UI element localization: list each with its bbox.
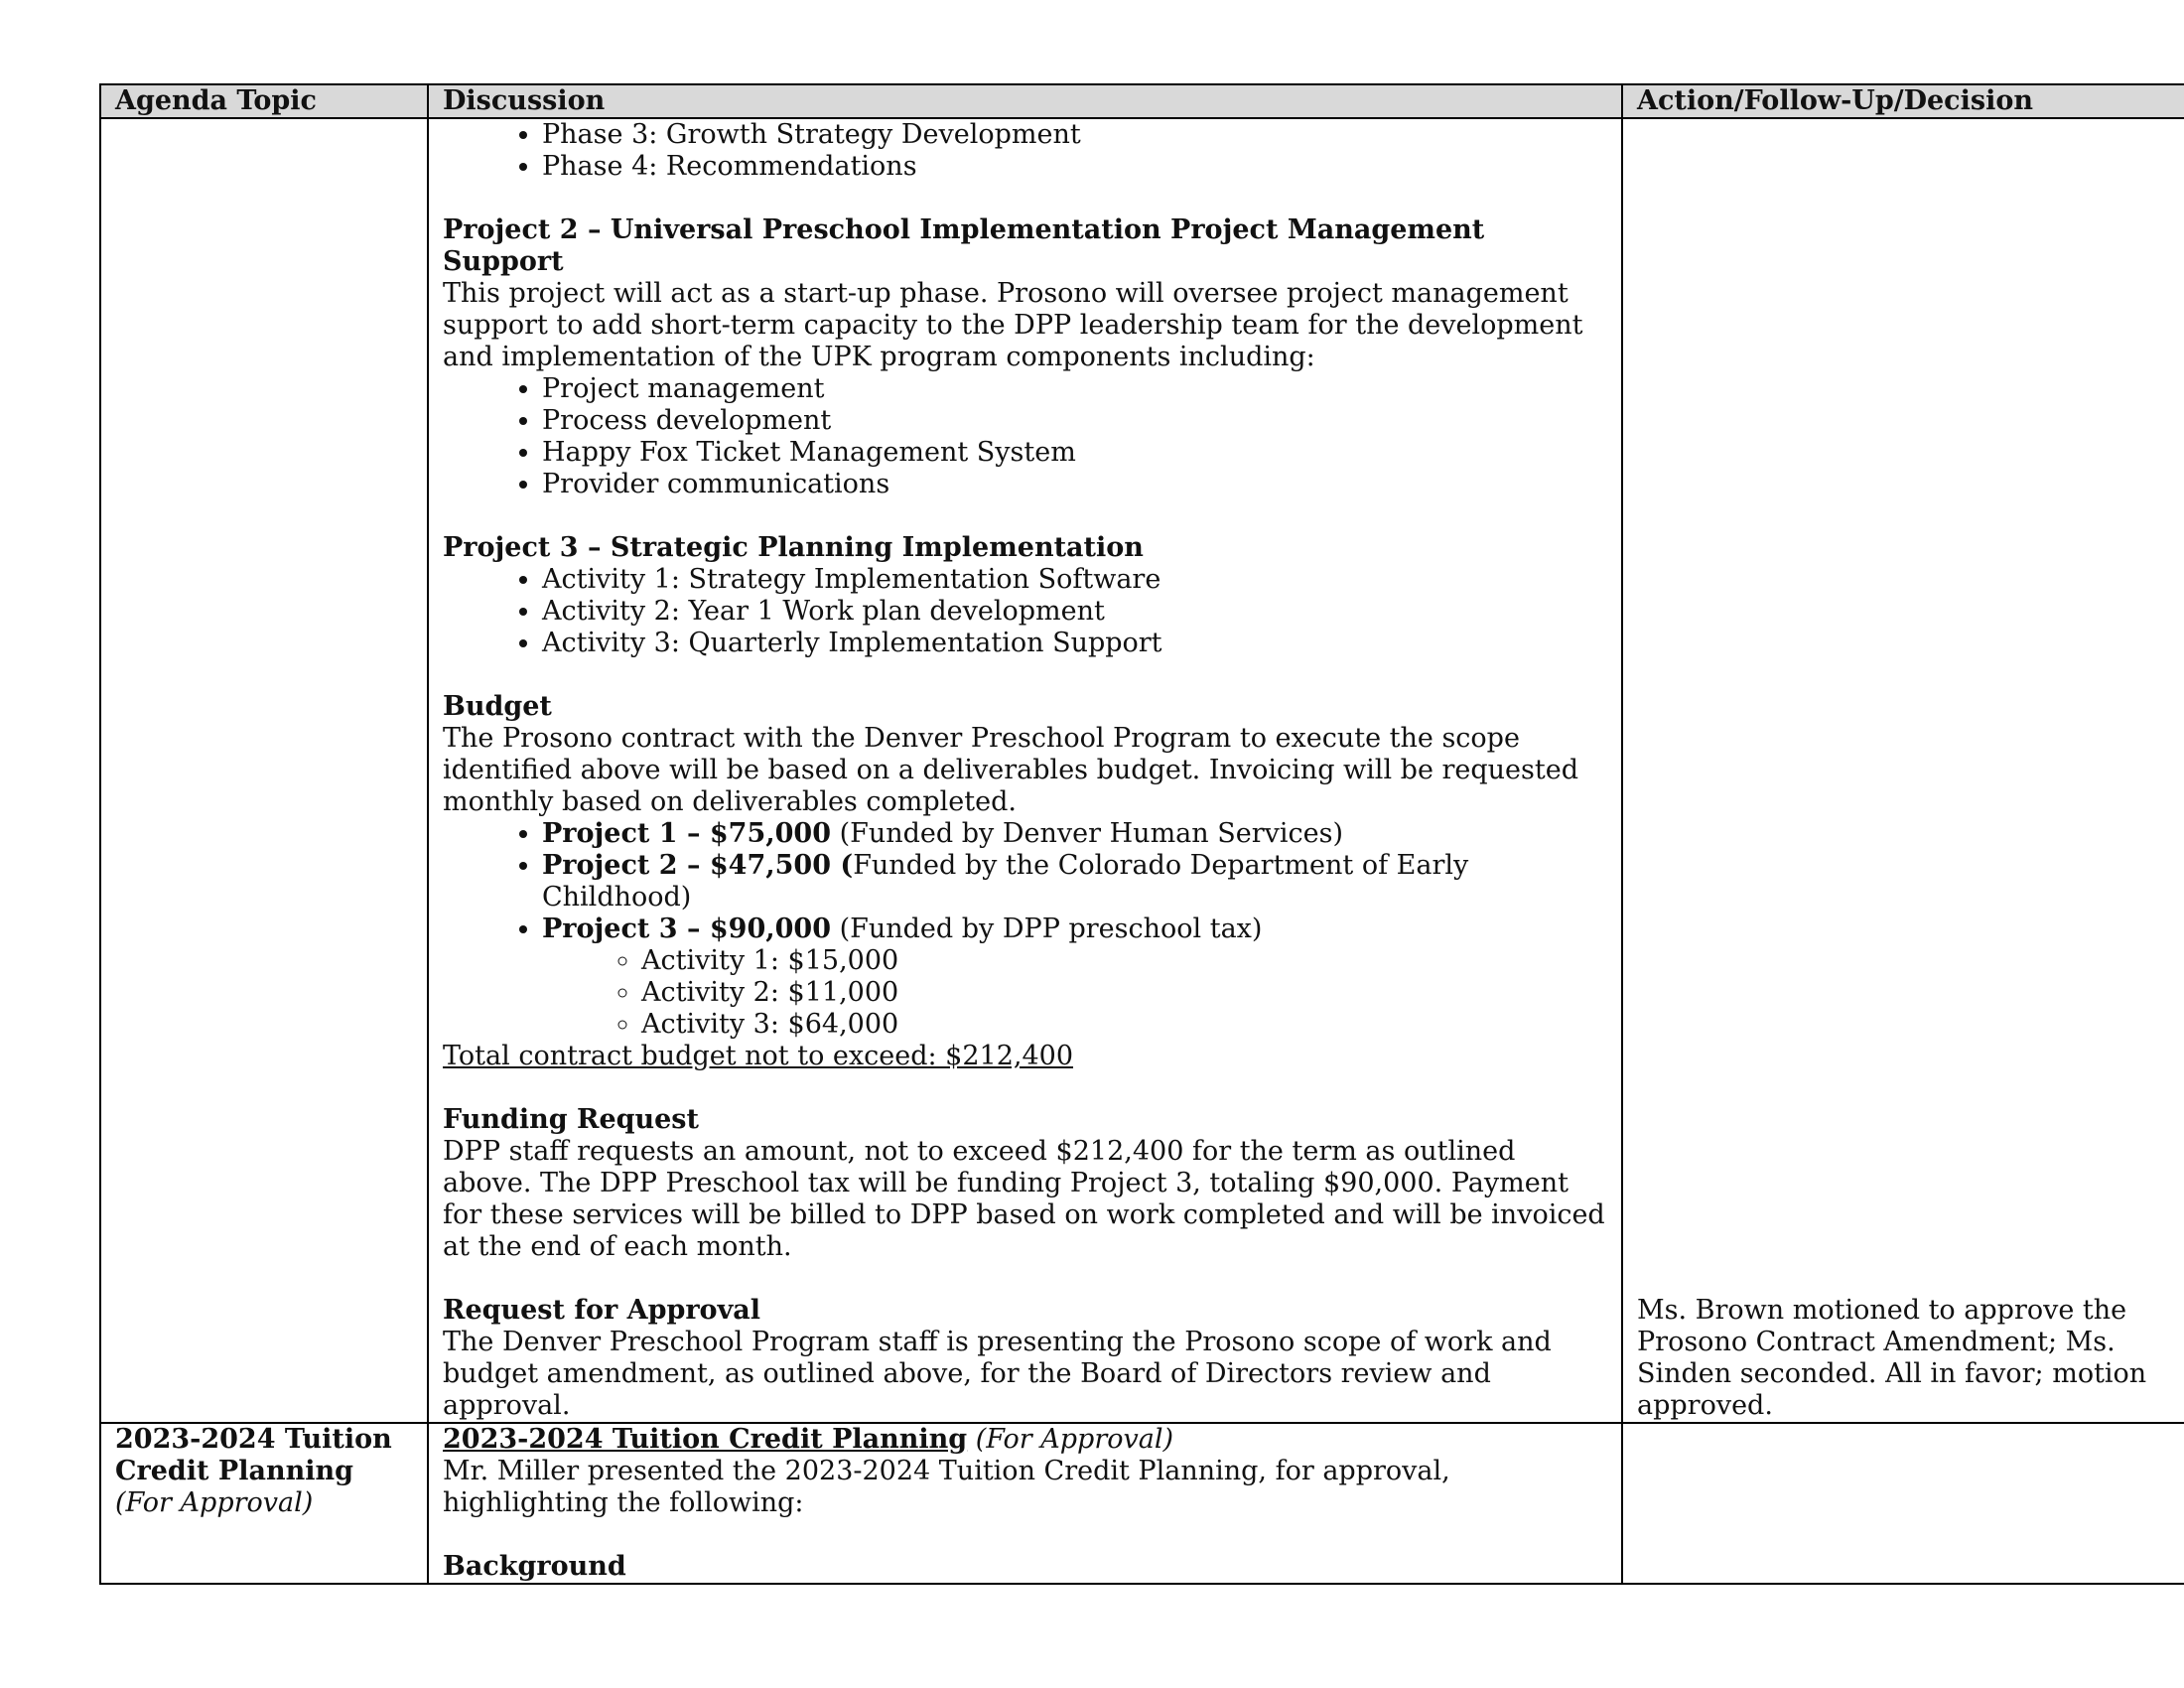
project3-list bbox=[443, 564, 1607, 659]
budget-item-amount: Project 3 – $90,000 bbox=[542, 914, 832, 944]
header-discussion: Discussion bbox=[428, 84, 1622, 118]
funding-heading: Funding Request bbox=[443, 1104, 699, 1135]
project3-heading: Project 3 – Strategic Planning Implementation bbox=[443, 532, 1144, 563]
budget-list bbox=[443, 818, 1607, 1041]
topic-title: 2023-2024 Tuition Credit Planning bbox=[115, 1424, 392, 1486]
meeting-minutes-table bbox=[99, 83, 2184, 1585]
section-heading-line bbox=[443, 1424, 1607, 1456]
background-heading: Background bbox=[443, 1551, 626, 1582]
activity-budget-list bbox=[542, 945, 1607, 1041]
project2-list bbox=[443, 373, 1607, 500]
header-agenda-topic: Agenda Topic bbox=[100, 84, 428, 118]
list-item: • Phase 3: Growth Strategy Development bbox=[542, 119, 1607, 151]
project2-heading: Project 2 – Universal Preschool Implementation Project Management Support bbox=[443, 214, 1485, 277]
agenda-topic-cell bbox=[100, 1423, 428, 1584]
list-item: • Activity 1: Strategy Implementation Software bbox=[542, 564, 1607, 596]
table-header-row bbox=[100, 84, 2184, 118]
list-item: • Phase 4: Recommendations bbox=[542, 151, 1607, 183]
section-heading: 2023-2024 Tuition Credit Planning bbox=[443, 1424, 968, 1455]
discussion-cell bbox=[428, 118, 1622, 1423]
list-item: • Project management bbox=[542, 373, 1607, 405]
header-action: Action/Follow-Up/Decision bbox=[1622, 84, 2184, 118]
budget-item bbox=[542, 914, 1607, 1041]
topic-status: (For Approval) bbox=[115, 1487, 314, 1518]
budget-item bbox=[542, 850, 1607, 914]
list-item: • Activity 3: Quarterly Implementation Support bbox=[542, 628, 1607, 659]
section-body: Mr. Miller presented the 2023-2024 Tuition Credit Planning, for approval, highlighting the following: bbox=[443, 1456, 1450, 1518]
approval-body: The Denver Preschool Program staff is presenting the Prosono scope of work and budget amendment, as outlined above, for the Board of Directors review and approval. bbox=[443, 1327, 1552, 1421]
project2-body: This project will act as a start-up phase. Prosono will oversee project management support to add short-term capacity to the DPP leadership team for the development and implementation of the UPK program components including: bbox=[443, 278, 1583, 372]
list-item: • Process development bbox=[542, 405, 1607, 437]
agenda-topic-cell bbox=[100, 118, 428, 1423]
budget-item-source: Funded by the Colorado Department of Early Childhood) bbox=[542, 850, 1469, 913]
table-row bbox=[100, 1423, 2184, 1584]
budget-item-source: (Funded by DPP preschool tax) bbox=[831, 914, 1263, 944]
budget-total: Total contract budget not to exceed: $212,400 bbox=[443, 1041, 1074, 1071]
budget-item-source: (Funded by Denver Human Services) bbox=[831, 818, 1343, 849]
list-item: • Provider communications bbox=[542, 469, 1607, 500]
list-item: ◦ Activity 3: $64,000 bbox=[641, 1009, 1607, 1041]
approval-heading: Request for Approval bbox=[443, 1295, 761, 1326]
budget-item-amount: Project 1 – $75,000 bbox=[542, 818, 832, 849]
action-cell bbox=[1622, 1423, 2184, 1584]
list-item: ◦ Activity 1: $15,000 bbox=[641, 945, 1607, 977]
motion-text: Ms. Brown motioned to approve the Prosono Contract Amendment; Ms. Sinden seconded. All in favor; motion approved. bbox=[1637, 1295, 2147, 1421]
funding-body: DPP staff requests an amount, not to exceed $212,400 for the term as outlined above. The DPP Preschool tax will be funding Project 3, totaling $90,000. Payment for these services will be billed to DPP based on work completed and will be invoiced at the end of each month. bbox=[443, 1136, 1605, 1262]
action-cell bbox=[1622, 118, 2184, 1423]
budget-item bbox=[542, 818, 1607, 850]
table-row bbox=[100, 118, 2184, 1423]
section-heading-status: (For Approval) bbox=[967, 1424, 1174, 1455]
budget-item-amount: Project 2 – $47,500 ( bbox=[542, 850, 854, 881]
phase-list bbox=[443, 119, 1607, 183]
list-item: • Happy Fox Ticket Management System bbox=[542, 437, 1607, 469]
list-item: ◦ Activity 2: $11,000 bbox=[641, 977, 1607, 1009]
discussion-cell bbox=[428, 1423, 1622, 1584]
list-item: • Activity 2: Year 1 Work plan development bbox=[542, 596, 1607, 628]
budget-heading: Budget bbox=[443, 691, 552, 722]
budget-body: The Prosono contract with the Denver Preschool Program to execute the scope identified above will be based on a deliverables budget. Invoicing will be requested monthly based on deliverables completed. bbox=[443, 723, 1579, 817]
